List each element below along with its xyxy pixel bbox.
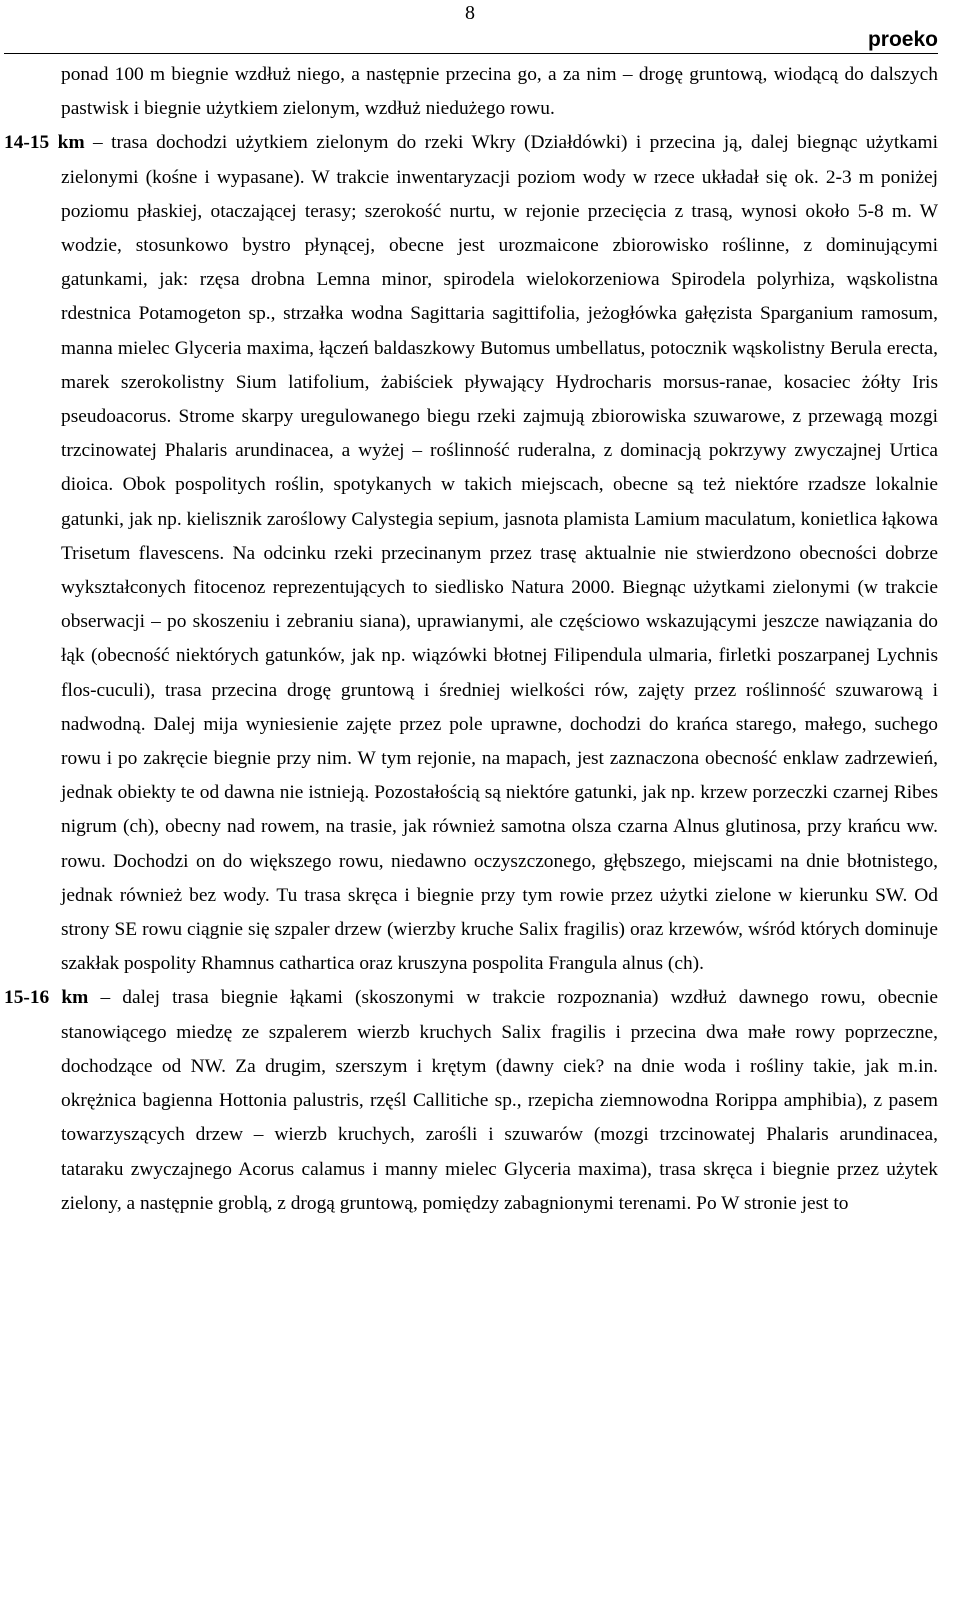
paragraph-text: – dalej trasa biegnie łąkami (skoszonymi w trakcie rozpoznania) wzdłuż dawnego rowu, obecnie stanowiącego miedzę ze szpalerem wierzb kruchych Salix fragilis i przecina dwa małe rowy poprzeczne, dochodzące od NW. Za drugim, szerszym i krętym (dawny ciek? na dnie woda i rośliny takie, jak m.in. okrężnica bagienna Hottonia palustris, rzęśl Callitiche sp., rzepicha ziemnowodna Rorippa amphibia), z pasem towarzyszących drzew – wierzb kruchych, zarośli i szuwarów (mozgi trzcinowatej Phalaris arundinacea, tataraku zwyczajnego Acorus calamus i manny mielec Glyceria maxima), trasa skręca i biegnie przez użytek zielony, a następnie groblą, z drogą gruntową, pomiędzy zabagnionymi terenami. Po W stronie jest to — [61, 987, 938, 1214]
document-body — [4, 58, 938, 1221]
km-label: 14-15 km — [4, 132, 85, 154]
paragraph-text: – trasa dochodzi użytkiem zielonym do rzeki Wkry (Działdówki) i przecina ją, dalej biegnąc użytkami zielonymi (kośne i wypasane). W trakcie inwentaryzacji poziom wody w rzece układał się ok. 2-3 m poniżej poziomu płaskiej, otaczającej terasy; szerokość nurtu, w rejonie przecięcia z trasą, wynosi około 5-8 m. W wodzie, stosunkowo bystro płynącej, obecne jest urozmaicone zbiorowisko roślinne, z dominującymi gatunkami, jak: rzęsa drobna Lemna minor, spirodela wielokorzeniowa Spirodela polyrhiza, wąskolistna rdestnica Potamogeton sp., strzałka wodna Sagittaria sagittifolia, jeżogłówka gałęzista Sparganium ramosum, manna mielec Glyceria maxima, łączeń baldaszkowy Butomus umbellatus, potocznik wąskolistny Berula erecta, marek szerokolistny Sium latifolium, żabiściek pływający Hydrocharis morsus-ranae, kosaciec żółty Iris pseudoacorus. Strome skarpy uregulowanego biegu rzeki zajmują zbiorowiska szuwarowe, z przewagą mozgi trzcinowatej Phalaris arundinacea, a wyżej – roślinność ruderalna, z dominacją pokrzywy zwyczajnej Urtica dioica. Obok pospolitych roślin, spotykanych w takich miejscach, obecne są też niektóre rzadsze lokalnie gatunki, jak np. kielisznik zaroślowy Calystegia sepium, jasnota plamista Lamium maculatum, konietlica łąkowa Trisetum flavescens. Na odcinku rzeki przecinanym przez trasę aktualnie nie stwierdzono obecności dobrze wykształconych fitocenoz reprezentujących to siedlisko Natura 2000. Biegnąc użytkami zielonymi (w trakcie obserwacji – po skoszeniu i zebraniu siana), uprawianymi, ale częściowo wskazującymi jeszcze nawiązania do łąk (obecność niektórych gatunków, jak np. wiązówki błotnej Filipendula ulmaria, firletki poszarpanej Lychnis flos-cuculi), trasa przecina drogę gruntową i średniej wielkości rów, zajęty przez roślinność szuwarową i nadwodną. Dalej mija wyniesienie zajęte przez pole uprawne, dochodzi do krańca starego, małego, suchego rowu i po zakręcie biegnie przy nim. W tym rejonie, na mapach, jest zaznaczona obecność enklaw zadrzewień, jednak obiekty te od dawna nie istnieją. Pozostałością są niektóre gatunki, jak np. krzew porzeczki czarnej Ribes nigrum (ch), obecny nad rowem, na trasie, jak również samotna olsza czarna Alnus glutinosa, przy krańcu ww. rowu. Dochodzi on do większego rowu, niedawno oczyszczonego, głębszego, miejscami na dnie błotnistego, jednak również bez wody. Tu trasa skręca i biegnie przy tym rowie przez użytki zielone w kierunku SW. Od strony SE rowu ciągnie się szpaler drzew (wierzby kruche Salix fragilis) oraz krzewów, wśród których dominuje szakłak pospolity Rhamnus cathartica oraz kruszyna pospolita Frangula alnus (ch). — [61, 132, 939, 975]
paragraph-continuation — [4, 58, 938, 126]
header-rule — [4, 53, 938, 54]
paragraph-text: ponad 100 m biegnie wzdłuż niego, a następnie przecina go, a za nim – drogę gruntową, wiodącą do dalszych pastwisk i biegnie użytkiem zielonym, wzdłuż niedużego rowu. — [61, 64, 938, 120]
brand-label: proeko — [867, 28, 938, 51]
paragraph-km-14-15 — [4, 126, 938, 981]
paragraph-km-15-16 — [4, 981, 938, 1220]
km-label: 15-16 km — [4, 987, 89, 1009]
page-number: 8 — [465, 2, 475, 24]
